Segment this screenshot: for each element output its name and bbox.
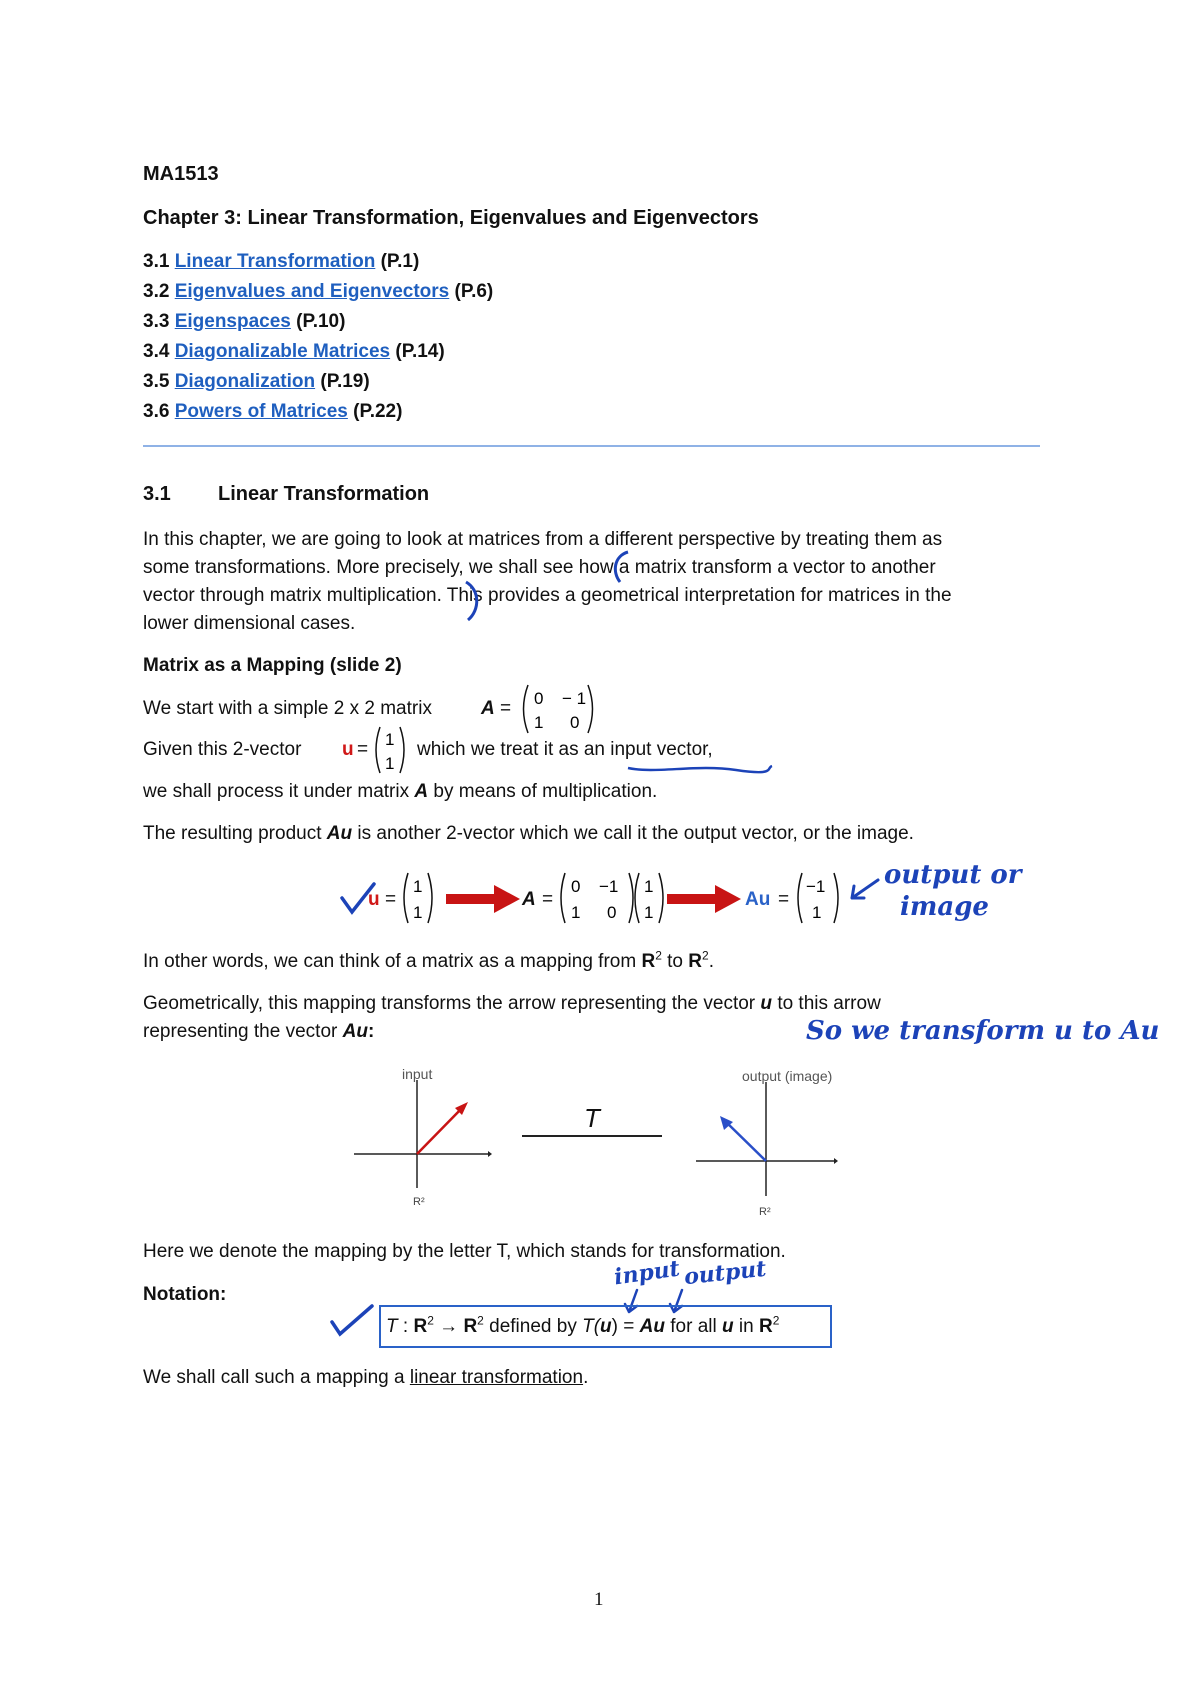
- svg-text:0: 0: [571, 877, 581, 896]
- notation-label: Notation:: [143, 1284, 227, 1305]
- geom-text-line2: representing the vector Au:: [143, 1021, 375, 1042]
- flow-equals: =: [542, 889, 554, 910]
- geom-text-line1: Geometrically, this mapping transforms the arrow representing the vector u to this arrow: [143, 993, 881, 1014]
- flow-arrow-1: [446, 884, 522, 914]
- closing-text: We shall call such a mapping a linear transformation.: [143, 1367, 589, 1388]
- flow-A-matrix: [557, 870, 639, 926]
- diagram-output-axes: [694, 1078, 844, 1208]
- matrix-A-c: 1: [534, 713, 544, 732]
- diagram-input-axes: [352, 1076, 492, 1206]
- toc-item: 3.5 Diagonalization (P.19): [143, 371, 370, 392]
- flow-u-vector: [400, 870, 436, 926]
- toc-link-eigenspaces[interactable]: Eigenspaces: [174, 311, 291, 332]
- handwritten-close-bracket: [462, 580, 492, 624]
- mapping-text: In other words, we can think of a matrix as a mapping from $R^2$ to $R^2$.: [143, 948, 714, 972]
- input-vector-text: which we treat it as an input vector,: [417, 739, 713, 760]
- svg-text:1: 1: [644, 903, 654, 922]
- matrix-A-b: − 1: [562, 689, 587, 708]
- vector-u-top: 1: [385, 730, 395, 749]
- chapter-title: Chapter 3: Linear Transformation, Eigenvalues and Eigenvectors: [143, 207, 759, 229]
- toc-link-powers[interactable]: Powers of Matrices: [174, 401, 348, 422]
- matrix-A: [518, 682, 598, 736]
- svg-text:−1: −1: [806, 877, 826, 896]
- subheading: Matrix as a Mapping (slide 2): [143, 655, 402, 676]
- intro-paragraph: In this chapter, we are going to look at matrices from a different perspective by treating them as some transformations. More precisely, we shall see how a matrix transform a vector to another vector through matrix multiplication. This provides a geometrical interpretation for matrices in the lower dimensional cases.: [143, 529, 952, 634]
- toc-link-diagonalizable[interactable]: Diagonalizable Matrices: [174, 341, 391, 362]
- course-code: MA1513: [143, 163, 219, 185]
- svg-text:1: 1: [644, 877, 654, 896]
- svg-text:−1: −1: [599, 877, 619, 896]
- toc-item: 3.1 Linear Transformation (P.1): [143, 251, 420, 272]
- section-divider: [143, 445, 1040, 447]
- flow-Au-label: Au: [745, 889, 771, 910]
- flow-Au-vector: [794, 870, 842, 926]
- flow-u-label: u: [368, 889, 380, 910]
- diagram-input-label: input: [402, 1066, 433, 1082]
- notation-definition: T : $R^2 \to R^2$ defined by T(u) = Au for all u in $R^2$: [386, 1313, 780, 1337]
- page-number: 1: [594, 1589, 604, 1610]
- toc-item: 3.2 Eigenvalues and Eigenvectors (P.6): [143, 281, 494, 302]
- vector-u: [372, 724, 408, 776]
- flow-A-vector: [631, 870, 667, 926]
- toc-item: 3.6 Powers of Matrices (P.22): [143, 401, 403, 422]
- toc-item: 3.4 Diagonalizable Matrices (P.14): [143, 341, 445, 362]
- matrix-A-a: 0: [534, 689, 544, 708]
- svg-text:1: 1: [413, 877, 423, 896]
- section-number: 3.1: [143, 483, 171, 505]
- vector-u-bottom: 1: [385, 754, 395, 773]
- toc-link-linear-transformation[interactable]: Linear Transformation: [174, 251, 376, 272]
- toc-link-eigenvalues[interactable]: Eigenvalues and Eigenvectors: [174, 281, 450, 302]
- start-text: We start with a simple 2 x 2 matrix: [143, 698, 432, 719]
- equals-sign: =: [357, 739, 369, 760]
- vector-u-label: u: [342, 739, 354, 760]
- given-text: Given this 2-vector: [143, 739, 302, 760]
- matrix-A-d: 0: [570, 713, 580, 732]
- diagram-T-line: [522, 1135, 662, 1137]
- flow-equals: =: [385, 889, 397, 910]
- diagram-T-label: T: [584, 1103, 600, 1133]
- svg-text:1: 1: [413, 903, 423, 922]
- diagram-output-label: output (image): [742, 1068, 833, 1084]
- flow-equals: =: [778, 889, 790, 910]
- toc-item: 3.3 Eigenspaces (P.10): [143, 311, 346, 332]
- handwritten-open-bracket: [606, 548, 636, 588]
- equals-sign: =: [500, 698, 512, 719]
- handwritten-input: input: [612, 1255, 682, 1291]
- handwritten-image: image: [900, 892, 989, 922]
- svg-text:1: 1: [571, 903, 581, 922]
- handwritten-output: output: [682, 1255, 768, 1291]
- result-text: The resulting product Au is another 2-vector which we call it the output vector, or the image.: [143, 823, 914, 844]
- toc-link-diagonalization[interactable]: Diagonalization: [174, 371, 316, 392]
- svg-text:0: 0: [607, 903, 617, 922]
- process-text: we shall process it under matrix A by means of multiplication.: [143, 781, 658, 802]
- flow-A-label: A: [522, 889, 536, 910]
- svg-text:1: 1: [812, 903, 822, 922]
- handwritten-underline: [626, 762, 776, 776]
- diagram-input-space: R²: [413, 1196, 425, 1208]
- handwritten-output-or: output or: [884, 860, 1022, 890]
- matrix-A-label: A: [481, 698, 495, 719]
- handwritten-arrow: [846, 876, 882, 906]
- handwritten-checkmark-2: [328, 1302, 378, 1342]
- section-title: Linear Transformation: [218, 483, 430, 505]
- flow-arrow-2: [667, 884, 743, 914]
- denote-text: Here we denote the mapping by the letter T, which stands for transformation.: [143, 1241, 786, 1262]
- linear-transformation-term: linear transformation: [409, 1367, 584, 1388]
- diagram-output-space: R²: [759, 1206, 771, 1218]
- handwritten-transform-note: So we transform u to Au: [806, 1016, 1160, 1046]
